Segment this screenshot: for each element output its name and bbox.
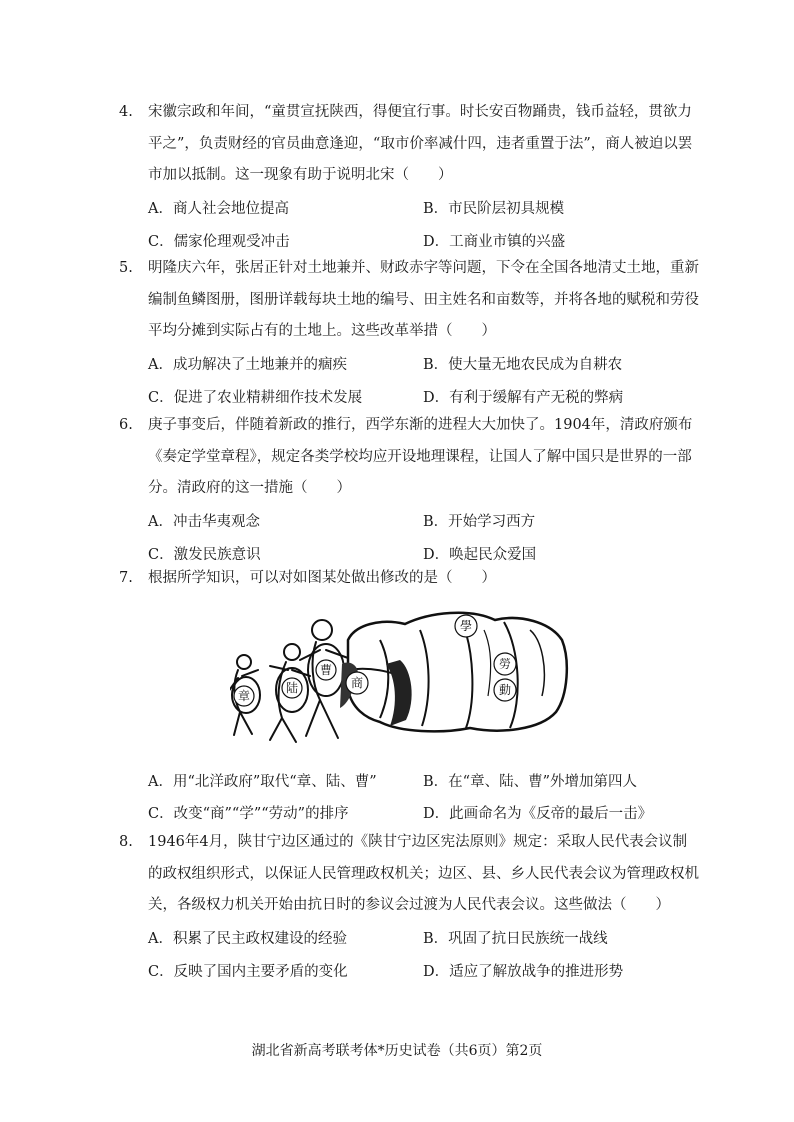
stem-line: 宋徽宗政和年间，“童贯宣抚陕西，得便宜行事。时长安百物踊贵，钱币益轻，贯欲力	[148, 104, 692, 120]
stem-line: 的政权组织形式，以保证人民管理政权机关；边区、县、乡人民代表会议为管理政权机	[148, 865, 699, 882]
option-a[interactable]: A．成功解决了土地兼并的痼疾	[148, 357, 347, 374]
option-b[interactable]: B．开始学习西方	[423, 514, 536, 531]
cartoon-figure	[230, 600, 570, 750]
stem-line: 关，各级权力机关开始由抗日时的参议会过渡为人民代表会议。这些做法（ ）	[148, 897, 670, 913]
question-number: 8.	[119, 834, 133, 850]
question-number: 7.	[119, 570, 133, 586]
option-c[interactable]: C．改变“商”“学”“劳动”的排序	[148, 806, 349, 823]
option-b[interactable]: B．使大量无地农民成为自耕农	[423, 357, 623, 374]
stem-line: 根据所学知识，可以对如图某处做出修改的是（ ）	[148, 570, 496, 586]
option-c[interactable]: C．促进了农业精耕细作技术发展	[148, 389, 363, 406]
option-c[interactable]: C．反映了国内主要矛盾的变化	[148, 963, 348, 980]
question-7-options	[119, 764, 699, 829]
option-a[interactable]: A．冲击华夷观念	[148, 514, 260, 531]
options	[148, 348, 699, 413]
cartoon-illustration	[230, 600, 570, 750]
cartoon-label-dong: 動	[498, 683, 512, 697]
cartoon-label-lu: 陆	[285, 681, 299, 695]
cartoon-label-cao: 曹	[319, 663, 333, 677]
stem-line: 明隆庆六年，张居正针对土地兼并、财政赤字等问题，下令在全国各地清丈土地，重新	[148, 260, 699, 276]
stem-line: 编制鱼鳞图册，图册详载每块土地的编号、田主姓名和亩数等，并将各地的赋税和劳役	[148, 291, 699, 308]
question-stem	[148, 97, 699, 192]
question-number: 5.	[119, 260, 133, 276]
option-b[interactable]: B．市民阶层初具规模	[423, 201, 565, 218]
question-stem	[148, 827, 699, 922]
cartoon-label-shang: 商	[350, 676, 364, 690]
stem-line: 分。清政府的这一措施（ ）	[148, 480, 351, 496]
option-c[interactable]: C．儒家伦理观受冲击	[148, 233, 290, 250]
question-number: 4.	[119, 104, 133, 120]
options	[148, 192, 699, 257]
option-d[interactable]: D．有利于缓解有产无税的弊病	[423, 389, 624, 406]
question-5	[119, 253, 699, 413]
cartoon-label-lao: 勞	[498, 657, 512, 671]
stem-line: 平均分摊到实际占有的土地上。这些改革举措（ ）	[148, 323, 496, 339]
option-b[interactable]: B．在“章、陆、曹”外增加第四人	[423, 773, 637, 790]
question-8	[119, 827, 699, 987]
stem-line: 《奏定学堂章程》，规定各类学校均应开设地理课程，让国人了解中国只是世界的一部	[148, 448, 692, 465]
options	[148, 922, 699, 987]
figure-head	[312, 620, 332, 640]
options	[148, 505, 699, 570]
question-number: 6.	[119, 417, 133, 433]
question-stem	[148, 253, 699, 348]
page-footer: 湖北省新高考联考体*历史试卷（共6页）第2页	[251, 1043, 543, 1059]
cartoon-label-xue: 學	[459, 619, 473, 633]
option-b[interactable]: B．巩固了抗日民族统一战线	[423, 931, 608, 948]
option-a[interactable]: A．积累了民主政权建设的经验	[148, 931, 347, 948]
figure-head	[237, 655, 251, 669]
option-c[interactable]: C．激发民族意识	[148, 546, 261, 563]
option-d[interactable]: D．适应了解放战争的推进形势	[423, 963, 624, 980]
option-d[interactable]: D．唤起民众爱国	[423, 546, 537, 563]
question-6	[119, 410, 699, 570]
stem-line: 平之”，负责财经的官员曲意逢迎，“取市价率减什四，违者重置于法”，商人被迫以罢	[148, 135, 693, 152]
stem-line: 市加以抵制。这一现象有助于说明北宋（ ）	[148, 167, 453, 183]
fist-icon	[340, 613, 567, 732]
stem-line: 1946年4月，陕甘宁边区通过的《陕甘宁边区宪法原则》规定：采取人民代表会议制	[148, 834, 688, 850]
question-4	[119, 97, 699, 257]
question-7	[119, 563, 699, 595]
question-stem	[148, 410, 699, 505]
option-a[interactable]: A．用“北洋政府”取代“章、陆、曹”	[148, 773, 377, 790]
option-d[interactable]: D．此画命名为《反帝的最后一击》	[423, 806, 653, 823]
option-d[interactable]: D．工商业市镇的兴盛	[423, 233, 566, 250]
figure-head	[284, 644, 300, 660]
question-stem	[148, 563, 699, 595]
cartoon-label-zhang: 章	[237, 689, 251, 703]
options	[148, 764, 699, 829]
option-a[interactable]: A．商人社会地位提高	[148, 201, 289, 218]
stem-line: 庚子事变后，伴随着新政的推行，西学东渐的进程大大加快了。1904年，清政府颁布	[148, 417, 693, 433]
